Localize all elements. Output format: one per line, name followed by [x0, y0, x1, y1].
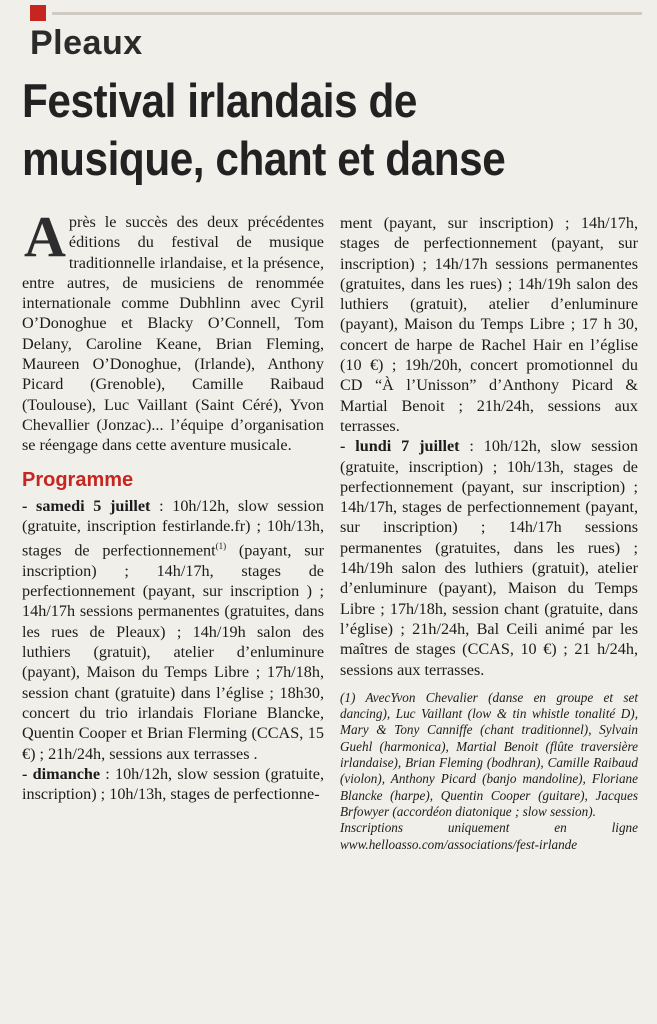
programme-heading: Programme — [22, 468, 134, 491]
lundi-paragraph — [340, 436, 638, 680]
footnote-1: (1) AvecYvon Chevalier (danse en groupe et set dancing), Luc Vaillant (low & tin whistle tonalité D), Mary & Tony Canniffe (chant traditionnel), Sylvain Guehl (harmonica), Martial Benoit (flûte traversière irlandaise), Brian Fleming (bodhran), Camille Raibaud (violon), Anthony Picard (banjo mandoline), Floriane Blancke (harpe), Quentin Cooper (guitare), Jacques Brfowyer (accordéon diatonique ; slow session). — [340, 689, 638, 819]
dropcap: A — [24, 204, 66, 269]
samedi-label: - samedi 5 juillet — [22, 496, 151, 515]
top-rule — [52, 12, 642, 15]
dimanche-paragraph-cont: ment (payant, sur inscription) ; 14h/17h, stages de perfectionnement (payant, sur inscription) ; 14h/17h sessions permanentes (gratuites, dans les rues) ; 14h/19h salon des luthiers (gratuit), atelier d’enluminure (payant), Maison du Temps Libre ; 17 h 30, concert de harpe de Rachel Hair en l’église (10 €) ; 19h/20h, concert promotionnel du CD “À l’Unisson” d’Anthony Picard & Martial Benoit ; 21h/24h, sessions aux terrasses. — [340, 214, 638, 435]
intro-paragraph — [22, 204, 324, 456]
headline: Festival irlandais de musique, chant et danse — [22, 74, 506, 185]
samedi-text-a: : 10h/12h, slow session (gratuite, inscription festirlande.fr) ; 10h/13h, stages de perfectionnement — [22, 496, 324, 560]
intro-text: près le succès des deux précédentes éditions du festival de musique traditionnelle irlandaise, et la présence, entre autres, de musiciens de renommée internationale comme Dubhlinn avec Cyril O’Donoghue et Blacky O’Connell, Tom Delany, Caroline Keane, Brian Fleming, Maureen O’Donoghue, (Irlande), Anthony Picard (Grenoble), Camille Raibaud (Toulouse), Luc Vaillant (Saint Céré), Yvon Chevallier (Jonzac)... l’équipe d’organisation se réengage dans cette aventure musicale. — [22, 213, 324, 455]
inscriptions-note: Inscriptions uniquement en ligne www.helloasso.com/associations/fest-irlande — [340, 820, 638, 852]
samedi-paragraph — [22, 496, 324, 764]
samedi-text-b: (payant, sur inscription) ; 14h/17h, stages de perfectionnement (payant, sur inscription ) ; 14h/17h sessions permanentes (gratuites, dans les rues de Pleaux) ; 14h/19h salon des luthiers (gratuit), atelier d’enluminure (payant), Maison du Temps Libre ; 17h/18h, session chant (gratuite) dans l’église ; 18h30, concert du trio irlandais Floriane Blancke, Quentin Cooper et Brian Flerming (CCAS, 15 €) ; 21h/24h, sessions aux terrasses . — [22, 541, 324, 763]
footnotes — [340, 690, 638, 853]
dimanche-text-a: : 10h/12h, slow session (gratuite, inscription) ; 10h/13h, stages de perfectionne- — [22, 764, 324, 804]
column-left — [22, 204, 324, 804]
column-right — [340, 213, 638, 853]
lundi-label: - lundi 7 juillet — [340, 437, 460, 456]
footnote-ref: (1) — [215, 541, 227, 552]
location-kicker: Pleaux — [30, 24, 143, 62]
lundi-text: : 10h/12h, slow session (gratuite, inscription) ; 10h/13h, stages de perfectionnement (payant, sur inscription) ; 14h/17h, stages de perfectionnement (payant, sur inscription) ; 14h/17h sessions permanentes (gratuites, dans les rues) ; 14h/19h salon des luthiers (gratuit), atelier d’enluminure (payant), Maison du Temps Libre ; 17h/18h, session chant (gratuite, dans l’église) ; 21h/24h, Bal Ceili animé par les maîtres de stages (CCAS, 10 €) ; 21 h/24h, sessions aux terrasses. — [340, 437, 638, 679]
dimanche-label: - dimanche — [22, 764, 101, 783]
section-marker — [30, 5, 46, 21]
dimanche-paragraph-start — [22, 764, 324, 805]
